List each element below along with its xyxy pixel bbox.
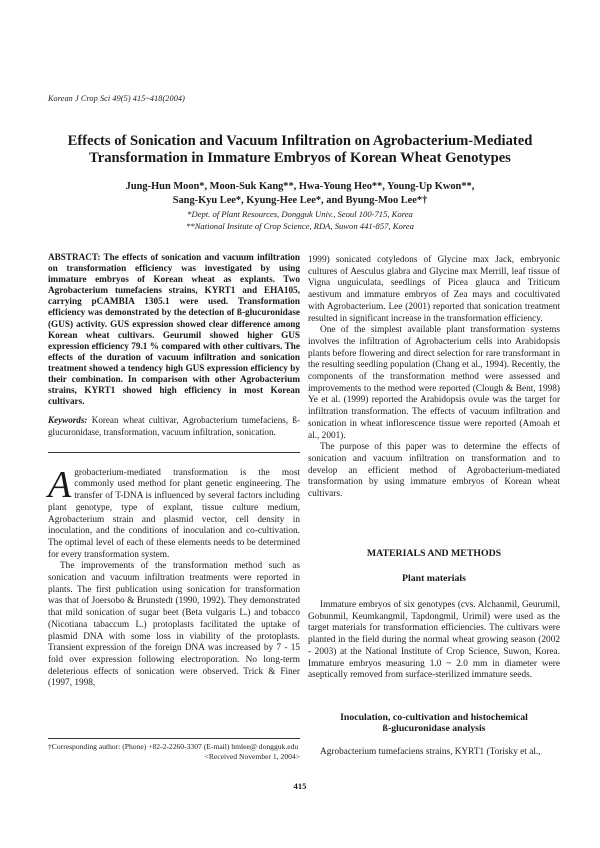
- received-date: [48, 752, 300, 762]
- footnote-contact: †Corresponding author: (Phone) +82-2-2260-3307 (E-mail) bmlee@ dongguk.edu: [48, 742, 299, 751]
- affiliation-2: **National Insitute of Crop Science, RDA, Suwon 441-857, Korea: [186, 220, 414, 231]
- intro-paragraph-1: [48, 463, 300, 562]
- abstract: ABSTRACT: The effects of sonication and vacuum infiltration on transformation efficiency was investigated by using immature embryos of Korean wheat as explants. Two Agrobacterium tumefaciens strains, KYRT1 and EHA105, carrying pCAMBIA 1305.1 were used. Transformation efficiency was demonstrated by the detection of ß-glucuronidase (GUS) activity. GUS expression showed clear difference among Korean wheat cultivars. Geurumil showed higher GUS expression efficiency 79.1 % compared with other cultivars. The effects of the duration of vacuum infiltration and sonication treatment showed a tendency high GUS expression efficiency by their combination. In comparison with other Agrobacterium strains, KYRT1 showed high efficiency in most Korean cultivars.: [48, 252, 300, 407]
- drop-cap: A: [48, 463, 72, 506]
- authors-line-1: Jung-Hun Moon*, Moon-Suk Kang**, Hwa-Young Heo**, Young-Up Kwon**,: [125, 181, 475, 192]
- plant-materials-body: [308, 600, 560, 682]
- inoculation-heading-line-1: Inoculation, co-cultivation and histochemical: [340, 712, 528, 723]
- left-column: [48, 252, 300, 690]
- author-list: [40, 180, 560, 207]
- inoculation-body: [308, 747, 560, 759]
- affiliation-1: *Dept. of Plant Resources, Dongguk Univ., Seoul 100-715, Korea: [187, 209, 413, 219]
- paper-title: [40, 133, 560, 167]
- plant-materials-paragraph: Immature embryos of six genotypes (cvs. Alchanmil, Geurumil, Gobunmil, Keumkangmil, Tapdongmil, Urimil) were used as the target materials for transformation efficiencies. The cultivars were planted in the field during the normal wheat growing season (2002 - 2003) at the National Institute of Crop Science, Suwon, Korea. Immature embryos measuring 1.0 ~ 2.0 mm in diameter were aseptically removed from surface-sterilized immature seeds.: [308, 600, 560, 681]
- affiliations: [40, 209, 560, 232]
- page-number: 415: [293, 781, 307, 791]
- right-paragraph-3: The purpose of this paper was to determine the effects of sonication and vacuum infiltration on transformation and to develop an efficient method of Agrobacterium-mediated transformation by using immature embryos of Korean wheat cultivars.: [308, 442, 560, 500]
- keywords-label: Keywords:: [48, 415, 88, 426]
- subsection-heading-inoculation: [308, 712, 560, 734]
- keywords-text: Korean wheat cultivar, Agrobacterium tumefaciens, ß-glucuronidase, transformation, vacuum infiltration, sonication.: [48, 415, 300, 437]
- authors-line-2: Sang-Kyu Lee*, Kyung-Hee Lee*, and Byung-Moo Lee*†: [172, 194, 428, 206]
- title-line-1: Effects of Sonication and Vacuum Infiltration on Agrobacterium-Mediated: [67, 133, 533, 149]
- keywords: [48, 415, 300, 437]
- journal-citation: Korean J Crop Sci 49(5) 415~418(2004): [48, 94, 185, 103]
- title-line-2: Transformation in Immature Embryos of Korean Wheat Genotypes: [89, 150, 511, 166]
- section-heading-materials: MATERIALS AND METHODS: [366, 548, 502, 559]
- intro-text-1: grobacterium-mediated transformation is the most commonly used method for plant genetic engineering. The transfer of T-DNA is influenced by several factors including plant genotype, type of explant, tissue culture medium, Agrobacterium strain and plasmid vector, cell density in inoculation, and the conditions of inoculation and co-cultivation. The optimal level of each of these elements needs to be determined for every transformation system.: [48, 467, 300, 560]
- corresponding-author-footnote: [48, 738, 300, 762]
- section-divider: [48, 452, 300, 453]
- inoculation-heading-line-2: ß-glucuronidase analysis: [382, 723, 486, 734]
- subsection-heading-plant: Plant materials: [402, 573, 466, 584]
- right-paragraph-2: One of the simplest available plant transformation systems involves the infiltration of Agrobacterium cells into Arabidopsis plants before flowering and direct selection for rare transformant in the resulting seedling population (Chang et al., 1994). Recently, the components of the transformation method were assessed and improvements to the method were reported (Clough & Bent, 1998) Ye et al. (1999) reported the Arabidopsis ovule was the target for infiltration transformation. The effects of vacuum infiltration and sonication in wheat inflorescence tissue were reported (Amoah et al., 2001).: [308, 325, 560, 441]
- received-text: <Received November 1, 2004>: [204, 752, 300, 761]
- intro-paragraph-2: The improvements of the transformation method such as sonication and vacuum infiltration treatments were reported in plants. The first publication using sonication for transformation was that of Joersobo & Brunstedt (1990, 1992). They demonstrated that mild sonication of sugar beet (Beta vulgaris L.) and tobacco (Nicotiana tabaccum L.) protoplasts facilitated the uptake of plasmid DNA with some loss in viability of the protoplasts. Transient expression of the foreign DNA was increased by 7 - 15 fold over expression following electroporation. No long-term deleterious effects of sonication were observed. Trick & Finer (1997, 1998,: [48, 561, 300, 689]
- right-column-intro: [308, 255, 560, 501]
- right-paragraph-1: 1999) sonicated cotyledons of Glycine max Jack, embryonic cultures of Aesculus glabra and Glycine max Merrill, leaf tissue of Vigna unguiculata, seedlings of Picea glauca and Triticum aestivum and immature embryos of Zea mays and cocultivated with Agrobacterium. Lee (2001) reported that sonication treatment resulted in significant increase in the transformation efficiency.: [308, 255, 560, 324]
- inoculation-paragraph: Agrobacterium tumefaciens strains, KYRT1 (Torisky et al.,: [320, 747, 541, 757]
